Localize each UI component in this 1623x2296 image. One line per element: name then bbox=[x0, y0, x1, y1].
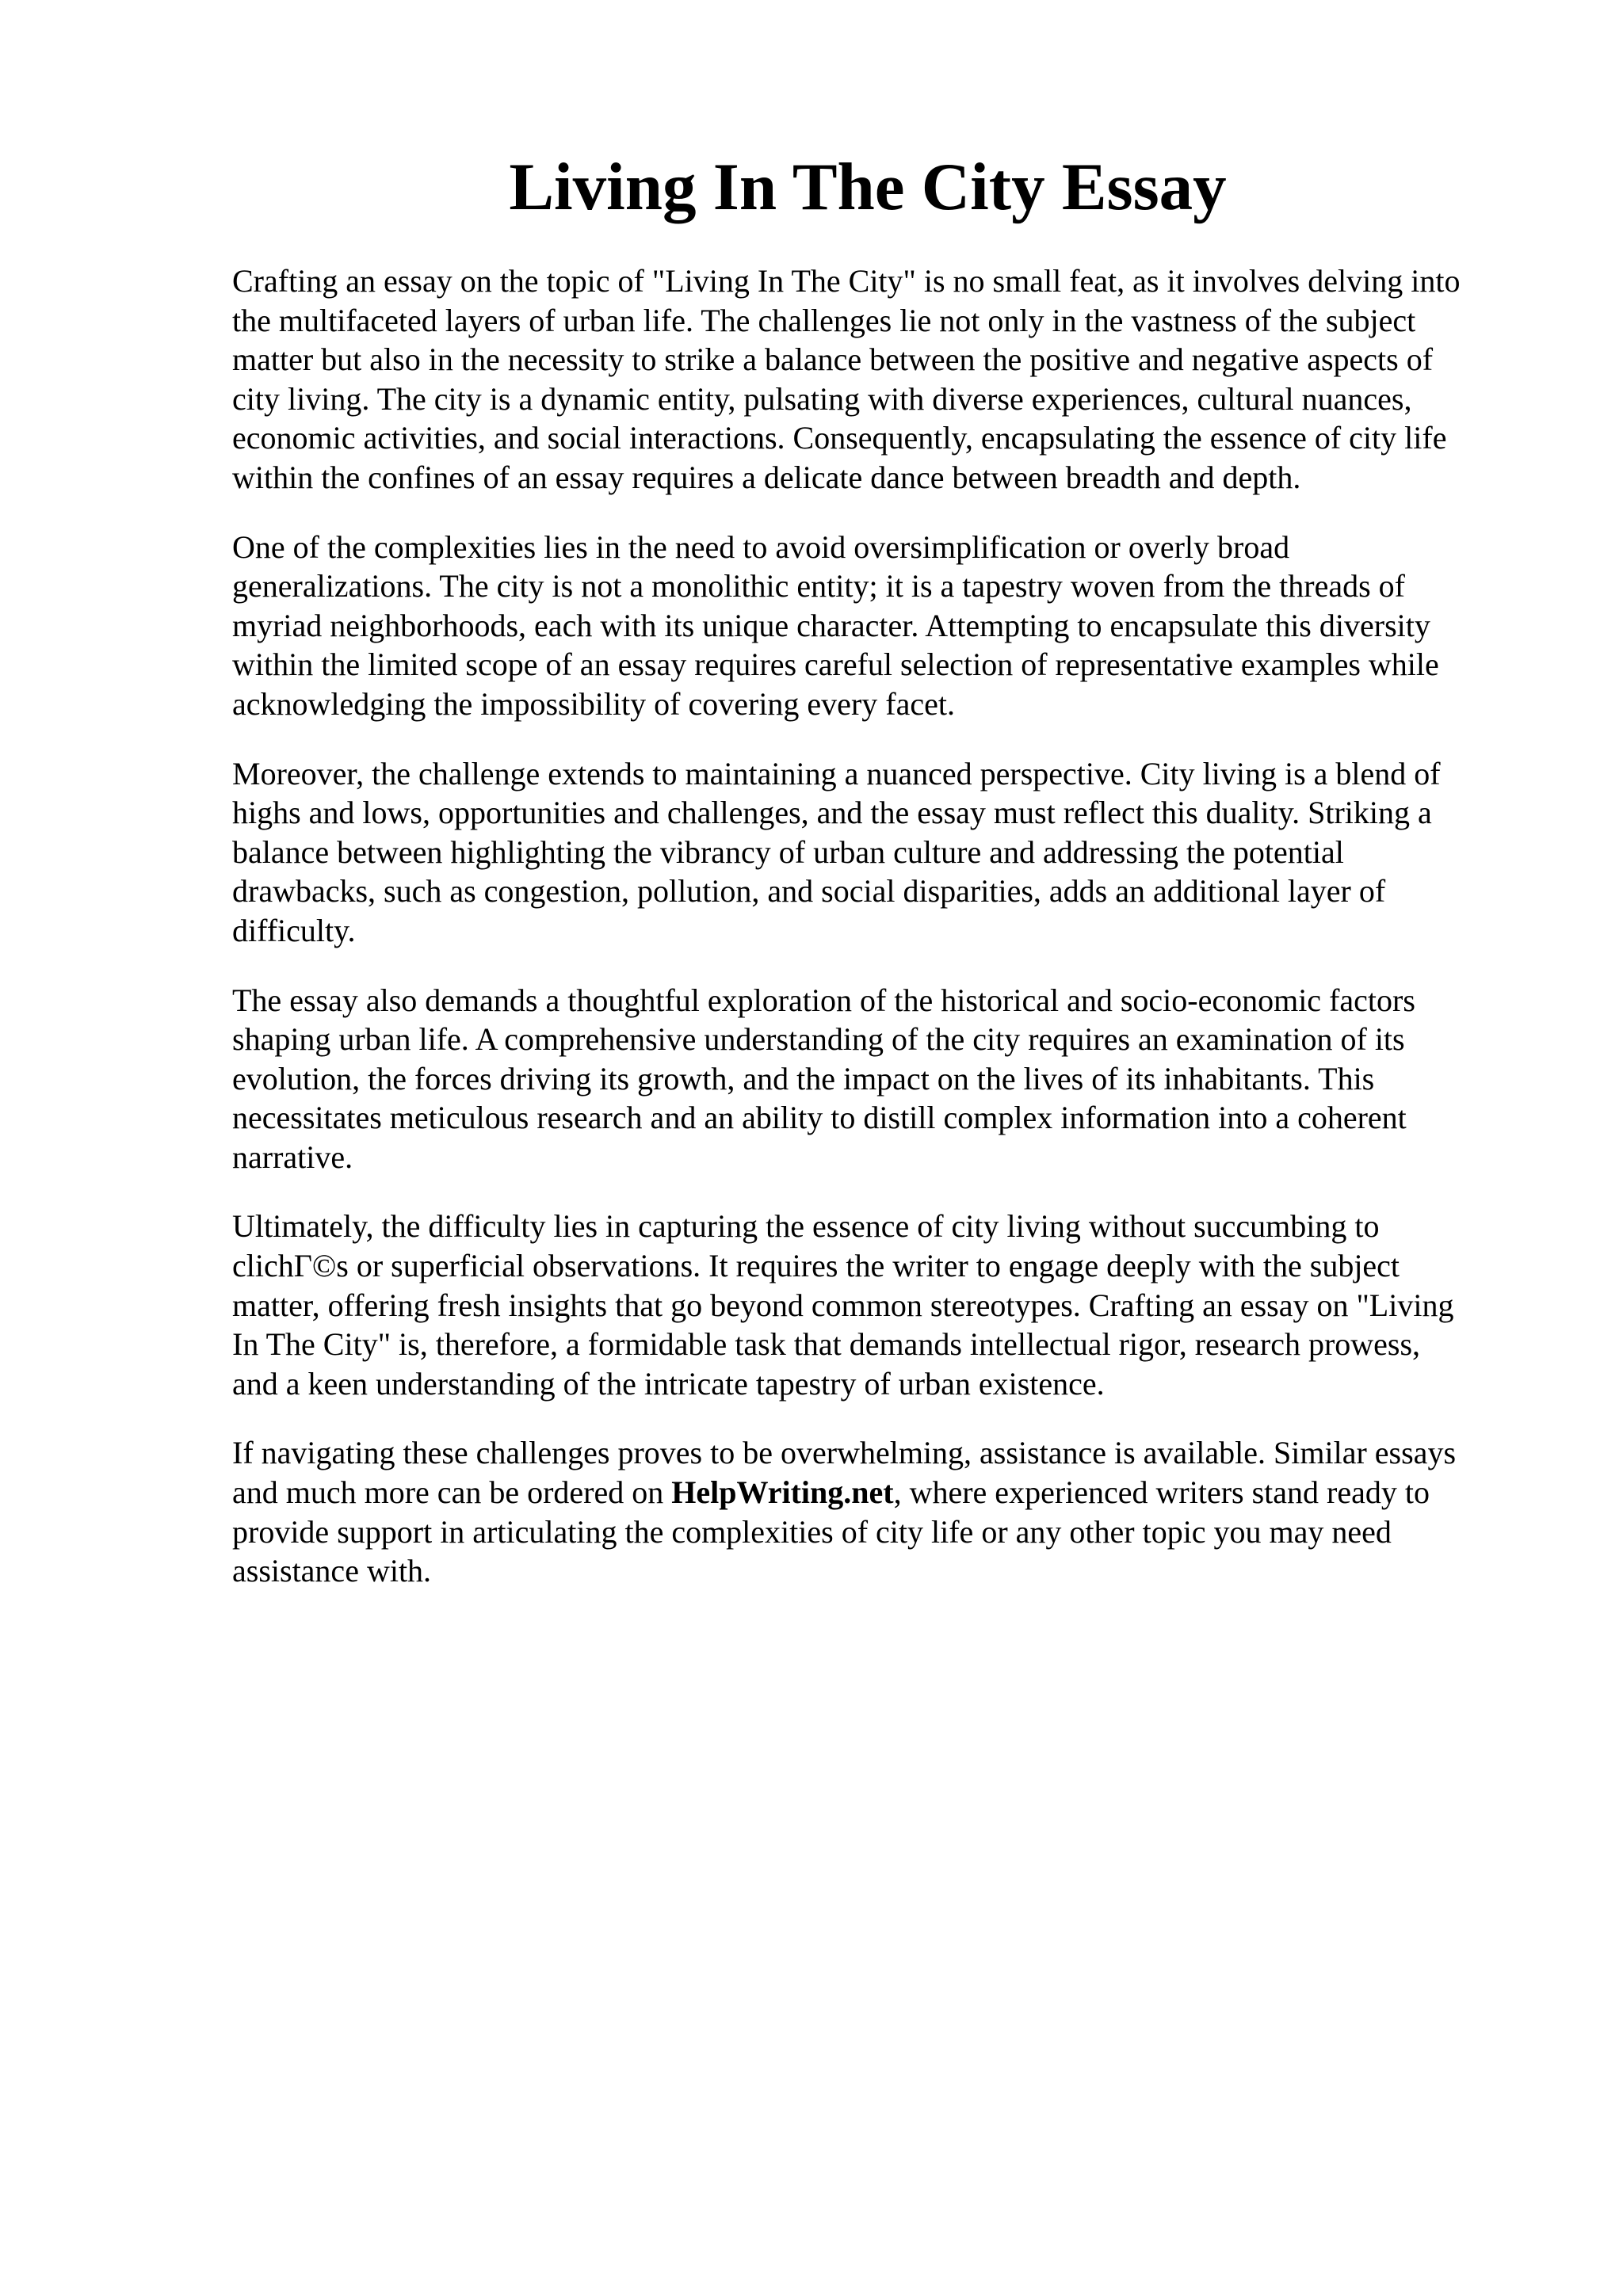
paragraph bbox=[232, 528, 1516, 724]
paragraph-line: acknowledging the impossibility of covering every facet. bbox=[232, 685, 955, 722]
paragraph-line: Moreover, the challenge extends to maintaining a nuanced perspective. City living is a blend of bbox=[232, 755, 1441, 791]
paragraph bbox=[232, 981, 1516, 1177]
paragraph-line: within the confines of an essay requires a delicate dance between breadth and depth. bbox=[232, 459, 1301, 495]
closing-line-end: , where experienced writers stand ready to bbox=[893, 1474, 1430, 1511]
paragraph-line: city living. The city is a dynamic entity, pulsating with diverse experiences, cultural nuances, bbox=[232, 380, 1412, 417]
paragraph-line: balance between highlighting the vibrancy of urban culture and addressing the potential bbox=[232, 833, 1344, 870]
paragraph-line: within the limited scope of an essay requires careful selection of representative examples while bbox=[232, 646, 1439, 683]
paragraph-line: Crafting an essay on the topic of "Living In The City" is no small feat, as it involves delving into bbox=[232, 263, 1461, 299]
paragraph-line: matter but also in the necessity to strike a balance between the positive and negative aspects of bbox=[232, 341, 1434, 378]
closing-paragraph bbox=[232, 1433, 1516, 1590]
paragraph-line: The essay also demands a thoughtful exploration of the historical and socio-economic factors bbox=[232, 982, 1415, 1018]
paragraph-line: generalizations. The city is not a monolithic entity; it is a tapestry woven from the threads of bbox=[232, 568, 1405, 605]
paragraph-line: highs and lows, opportunities and challenges, and the essay must reflect this duality. Striking a bbox=[232, 795, 1432, 831]
paragraph bbox=[232, 261, 1516, 498]
helpwriting-link[interactable]: HelpWriting.net bbox=[671, 1474, 894, 1511]
paragraph-line: matter, offering fresh insights that go beyond common stereotypes. Crafting an essay on "Living bbox=[232, 1287, 1454, 1323]
paragraph-line: myriad neighborhoods, each with its unique character. Attempting to encapsulate this diversity bbox=[232, 607, 1430, 643]
paragraph bbox=[232, 754, 1516, 951]
paragraph-line: clichΓ©s or superficial observations. It requires the writer to engage deeply with the subject bbox=[232, 1248, 1400, 1284]
closing-line bbox=[232, 1473, 1516, 1512]
paragraph-line: In The City" is, therefore, a formidable task that demands intellectual rigor, research prowess, bbox=[232, 1326, 1421, 1363]
paragraph-line: difficulty. bbox=[232, 912, 356, 948]
paragraph-line: evolution, the forces driving its growth, and the impact on the lives of its inhabitants. This bbox=[232, 1060, 1375, 1097]
paragraph-container bbox=[232, 261, 1516, 1403]
paragraph-line: One of the complexities lies in the need to avoid oversimplification or overly broad bbox=[232, 528, 1290, 565]
paragraph-line: and a keen understanding of the intricate tapestry of urban existence. bbox=[232, 1365, 1105, 1402]
paragraph-line: the multifaceted layers of urban life. The challenges lie not only in the vastness of the subject bbox=[232, 302, 1416, 338]
paragraph-line: drawbacks, such as congestion, pollution, and social disparities, adds an additional layer of bbox=[232, 873, 1386, 910]
paragraph-line: necessitates meticulous research and an ability to distill complex information into a coherent bbox=[232, 1100, 1407, 1136]
closing-line: If navigating these challenges proves to be overwhelming, assistance is available. Similar essays bbox=[232, 1435, 1457, 1471]
paragraph bbox=[232, 1207, 1516, 1403]
paragraph-line: Ultimately, the difficulty lies in capturing the essence of city living without succumbing to bbox=[232, 1208, 1380, 1245]
document-body bbox=[232, 261, 1516, 1621]
paragraph-line: economic activities, and social interactions. Consequently, encapsulating the essence of city life bbox=[232, 420, 1447, 456]
closing-line-start: and much more can be ordered on bbox=[232, 1474, 672, 1511]
paragraph-line: narrative. bbox=[232, 1138, 353, 1175]
closing-line: assistance with. bbox=[232, 1553, 432, 1589]
paragraph-line: shaping urban life. A comprehensive understanding of the city requires an examination of its bbox=[232, 1021, 1405, 1058]
closing-line: provide support in articulating the complexities of city life or any other topic you may need bbox=[232, 1513, 1392, 1550]
document-title: Living In The City Essay bbox=[509, 150, 1227, 224]
